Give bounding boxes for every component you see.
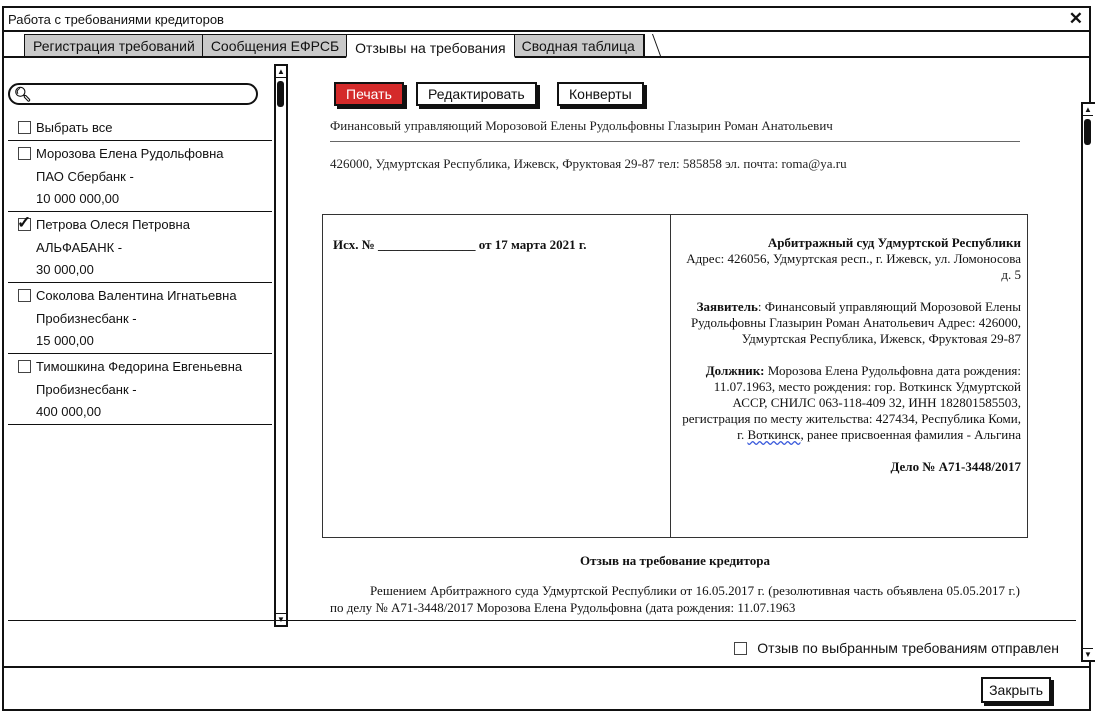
list-item[interactable] <box>8 354 272 425</box>
review-sent-checkbox[interactable] <box>734 642 747 655</box>
list-scrollbar[interactable] <box>274 64 288 627</box>
creditor-bank: Пробизнесбанк - <box>36 311 137 326</box>
debtor-name: Петрова Олеся Петровна <box>36 217 190 232</box>
scroll-down-icon[interactable]: ▼ <box>1084 650 1092 659</box>
spellcheck-word: Воткинск <box>747 427 801 442</box>
doc-body: Решением Арбитражного суда Удмуртской Республики от 16.05.2017 г. (резолютивная часть объявлена 05.05.2017 г.) по делу № А71-3448/2017 Морозова Елена Рудольфовна (дата рождения: 11.07.1963 <box>330 583 1020 615</box>
doc-ref-cell <box>323 215 671 537</box>
debtor-name: Соколова Валентина Игнатьевна <box>36 288 237 303</box>
list-item[interactable] <box>8 212 272 283</box>
tab-bar <box>24 34 643 58</box>
tab-registration[interactable]: Регистрация требований <box>24 34 204 58</box>
doc-addressee-cell <box>681 235 1021 491</box>
debtor-text: Морозова Елена Рудольфовна дата рождения: 11.07.1963, место рождения: гор. Воткинск Удмуртской АССР, СНИЛС 063-118-409 32, ИНН 182801585503, регистрация по месту жительства: 427434, Республика Коми, г. <box>682 363 1021 442</box>
item-checkbox[interactable] <box>18 147 31 160</box>
doc-address-line: 426000, Удмуртская Республика, Ижевск, Фруктовая 29-87 тел: 585858 эл. почта: roma@ya.ru <box>330 156 847 171</box>
tab-content <box>4 56 1092 668</box>
checkmark-icon: ✓ <box>17 213 32 232</box>
scroll-thumb[interactable] <box>277 81 284 107</box>
doc-divider <box>330 141 1020 142</box>
scroll-up-icon[interactable]: ▲ <box>1084 105 1092 114</box>
case-number: Дело № А71-3448/2017 <box>890 459 1021 474</box>
panel-divider <box>8 620 1076 621</box>
edit-button[interactable]: Редактировать <box>416 82 537 106</box>
scroll-thumb[interactable] <box>1084 119 1091 145</box>
applicant-text: : Финансовый управляющий Морозовой Елены Рудольфовны Глазырин Роман Анатольевич Адрес: 426000, Удмуртская Республика, Ижевск, Фруктовая 29-87 <box>690 299 1021 346</box>
list-item[interactable] <box>8 283 272 354</box>
print-button[interactable]: Печать <box>334 82 404 106</box>
select-all-checkbox[interactable] <box>18 121 31 134</box>
close-icon[interactable]: ✕ <box>1068 9 1083 28</box>
doc-header-line: Финансовый управляющий Морозовой Елены Рудольфовны Глазырин Роман Анатольевич <box>330 118 833 133</box>
creditor-list <box>8 141 272 425</box>
debtor-name: Тимошкина Федорина Евгеньевна <box>36 359 243 374</box>
doc-title: Отзыв на требование кредитора <box>580 553 770 568</box>
creditor-list-panel <box>8 68 272 618</box>
title-bar <box>4 8 1089 32</box>
envelopes-button[interactable]: Конверты <box>557 82 644 106</box>
claim-amount: 15 000,00 <box>36 333 94 348</box>
close-button[interactable]: Закрыть <box>981 677 1051 703</box>
claim-amount: 400 000,00 <box>36 404 102 419</box>
doc-ref-line: Исх. № _______________ от 17 марта 2021 г. <box>333 237 587 252</box>
claim-amount: 30 000,00 <box>36 262 94 277</box>
item-checkbox[interactable] <box>18 289 31 302</box>
claim-amount: 10 000 000,00 <box>36 191 120 206</box>
main-window <box>2 6 1091 711</box>
item-checkbox[interactable] <box>18 360 31 373</box>
court-name: Арбитражный суд Удмуртской Республики <box>767 235 1021 250</box>
search-icon: 🔍︎ <box>14 86 32 102</box>
doc-header-table <box>322 214 1028 538</box>
scroll-up-icon[interactable]: ▲ <box>277 67 285 76</box>
search-input[interactable] <box>8 83 258 105</box>
debtor-text-after: , ранее присвоенная фамилия - Альгина <box>800 427 1021 442</box>
select-all-row[interactable] <box>8 115 272 141</box>
list-item[interactable] <box>8 141 272 212</box>
creditor-bank: Пробизнесбанк - <box>36 382 137 397</box>
review-sent-label: Отзыв по выбранным требованиям отправлен <box>757 640 1059 656</box>
review-sent-row[interactable] <box>734 640 1059 656</box>
tab-efrsb-messages[interactable]: Сообщения ЕФРСБ <box>202 34 348 58</box>
tab-summary-table[interactable]: Сводная таблица <box>513 34 645 58</box>
debtor-name: Морозова Елена Рудольфовна <box>36 146 224 161</box>
select-all-label: Выбрать все <box>36 120 113 135</box>
document-scrollbar[interactable] <box>1081 102 1095 662</box>
creditor-bank: АЛЬФАБАНК - <box>36 240 123 255</box>
creditor-bank: ПАО Сбербанк - <box>36 169 134 184</box>
tab-claim-reviews[interactable]: Отзывы на требования <box>346 34 514 58</box>
scroll-down-icon[interactable]: ▼ <box>277 615 285 624</box>
court-address: Адрес: 426056, Удмуртская респ., г. Ижевск, ул. Ломоносова д. 5 <box>686 251 1021 282</box>
window-title: Работа с требованиями кредиторов <box>8 12 224 27</box>
debtor-label: Должник: <box>705 363 765 378</box>
applicant-label: Заявитель <box>696 299 758 314</box>
